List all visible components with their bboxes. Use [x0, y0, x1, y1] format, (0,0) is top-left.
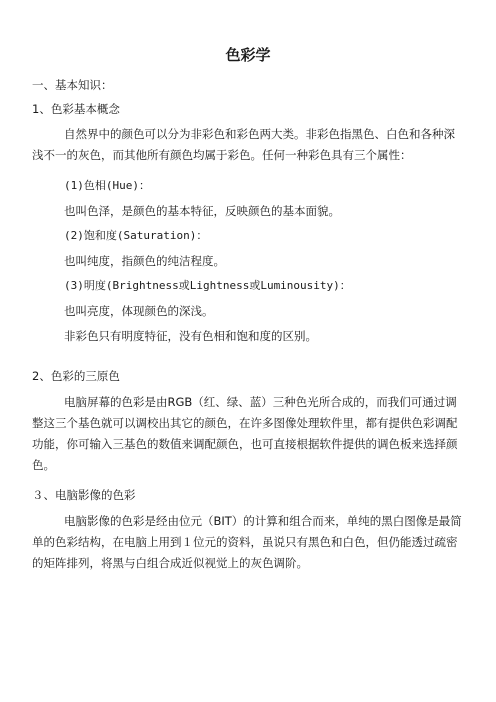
subheading-primary-colors: 2、色彩的三原色 [32, 369, 120, 383]
attribute-saturation-description: 也叫纯度，指颜色的纯洁程度。 [64, 254, 225, 268]
subheading-digital-image-color: ３、电脑影像的色彩 [32, 488, 136, 502]
attribute-hue-label: (1)色相(Hue)： [64, 179, 150, 192]
attribute-brightness-label: (3)明度(Brightness或Lightness或Luminousity)： [64, 279, 351, 292]
section-heading-basics: 一、基本知识： [32, 78, 113, 92]
attribute-saturation-label: (2)饱和度(Saturation)： [64, 229, 208, 242]
attribute-brightness-description: 也叫亮度，体现颜色的深浅。 [64, 304, 214, 318]
achromatic-note: 非彩色只有明度特征，没有色相和饱和度的区别。 [64, 329, 317, 343]
subheading-color-concepts: 1、色彩基本概念 [32, 102, 120, 116]
document-title: 色彩学 [225, 46, 271, 64]
paragraph-rgb: 电脑屏幕的色彩是由RGB（红、绿、蓝）三种色光所合成的，而我们可通过调整这三个基色就可以调校出其它的颜色，在许多图像处理软件里，都有提供色彩调配功能，你可输入三基色的数值来调配颜色，也可直接根据软件提供的调色板来选择颜色。 [32, 395, 458, 472]
paragraph-bit-depth: 电脑影像的色彩是经由位元（BIT）的计算和组合而来，单纯的黑白图像是最简单的色彩结构，在电脑上用到１位元的资料，虽说只有黑色和白色，但仍能透过疏密的矩阵排列，将黑与白组合成近似视觉上的灰色调阶。 [32, 514, 462, 570]
attribute-hue-description: 也叫色泽，是颜色的基本特征，反映颜色的基本面貌。 [64, 204, 340, 218]
paragraph-color-categories: 自然界中的颜色可以分为非彩色和彩色两大类。非彩色指黑色、白色和各种深浅不一的灰色，而其他所有颜色均属于彩色。任何一种彩色具有三个属性： [32, 127, 455, 162]
